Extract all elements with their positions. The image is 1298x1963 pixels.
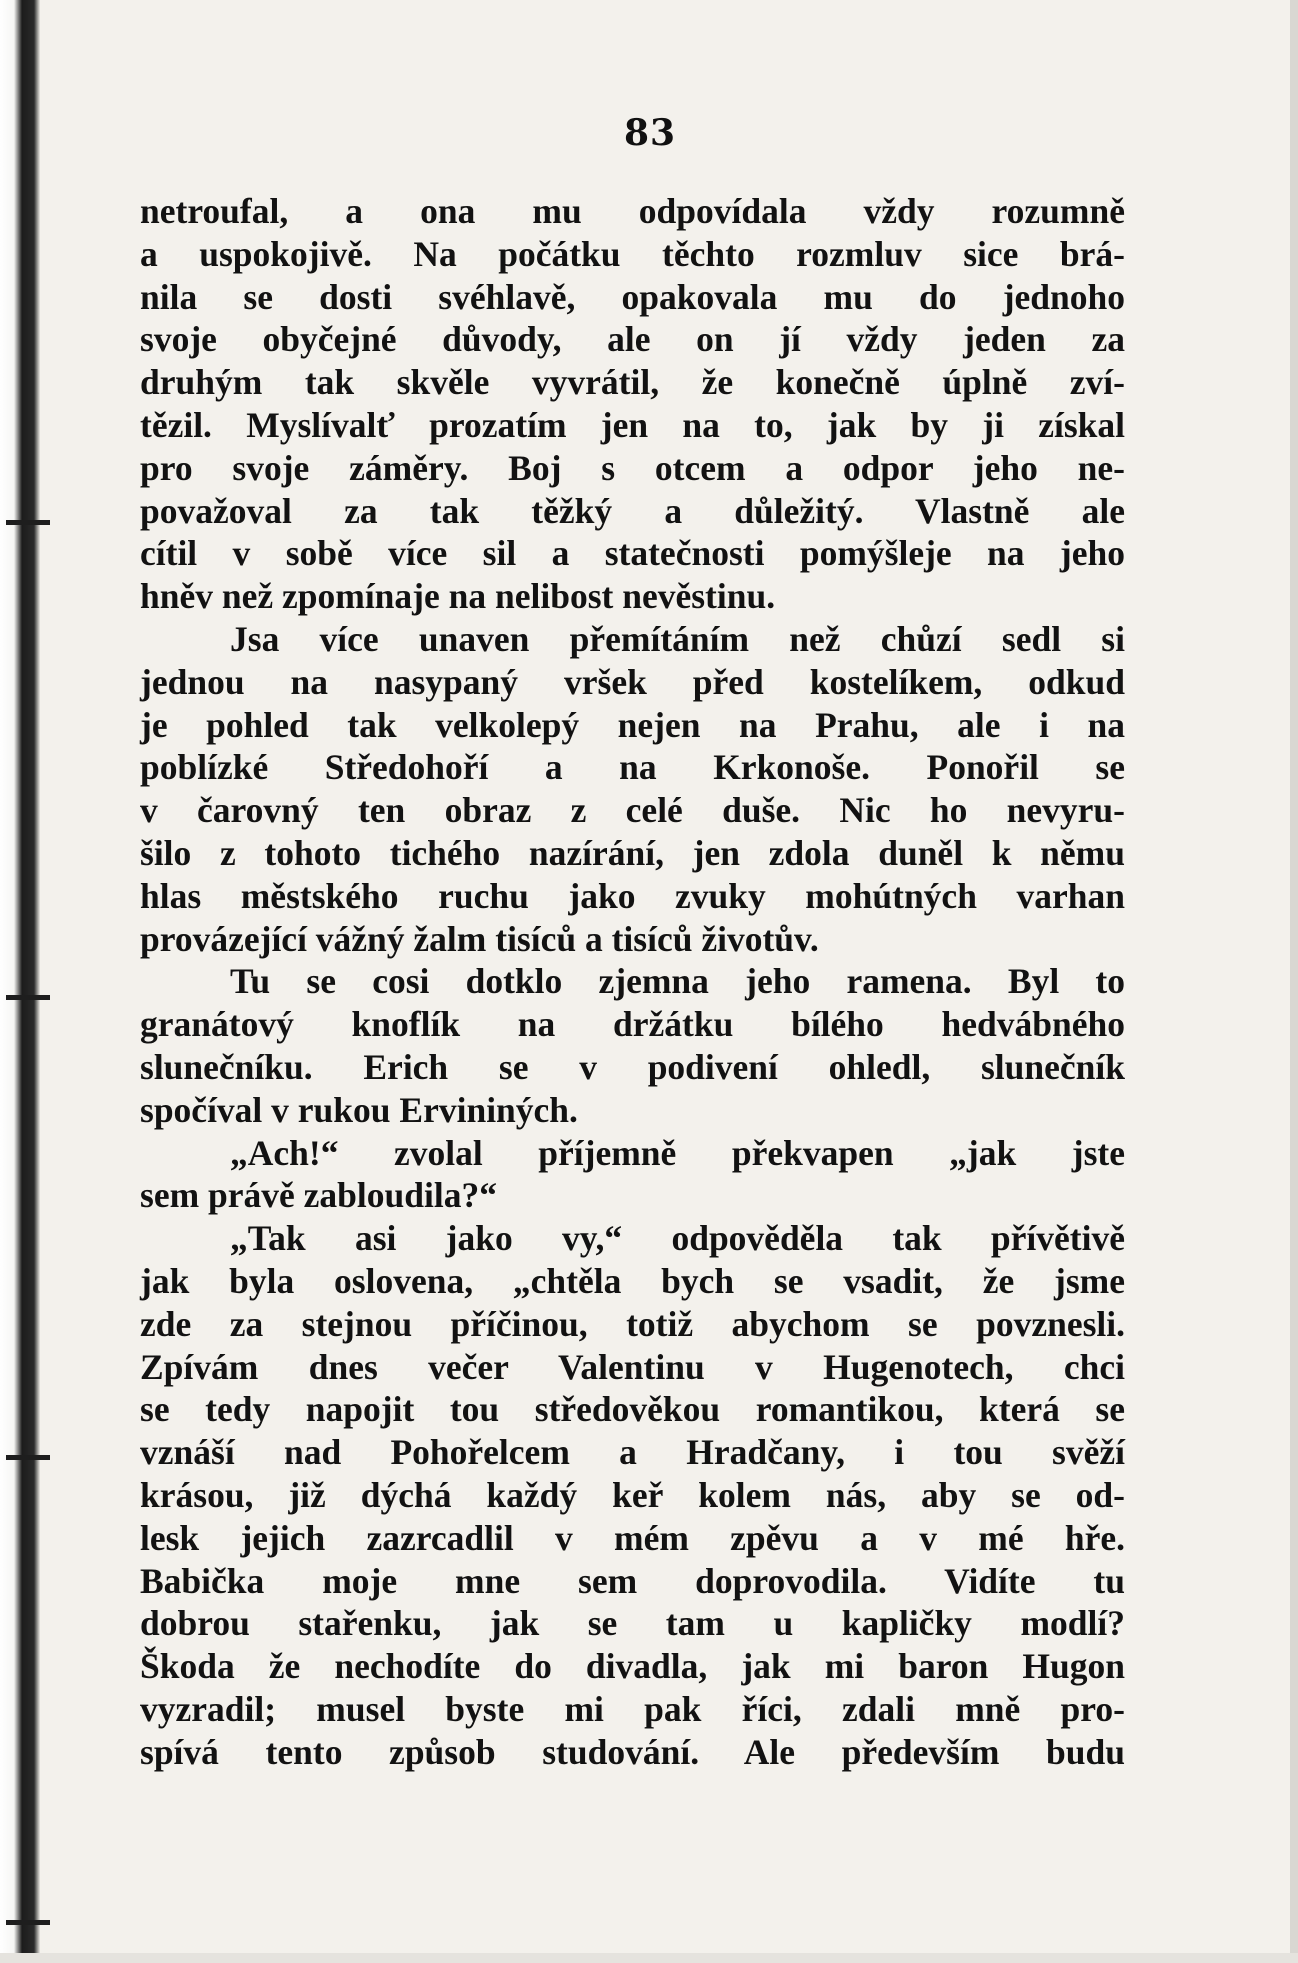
text-line: jak byla oslovena, „chtěla bych se vsadit, že jsme (140, 1260, 1125, 1301)
text-line: vznáší nad Pohořelcem a Hradčany, i tou svěží (140, 1432, 1125, 1473)
text-line: provázející vážný žalm tisíců a tisíců životův. (140, 918, 819, 959)
text-line: vyzradil; musel byste mi pak říci, zdali mně pro- (140, 1688, 1125, 1729)
margin-mark (6, 995, 50, 1000)
text-line: šilo z tohoto tichého nazírání, jen zdola duněl k němu (140, 832, 1125, 873)
text-line: v čarovný ten obraz z celé duše. Nic ho nevyru- (140, 790, 1125, 831)
text-line: spívá tento způsob studování. Ale především budu (140, 1731, 1125, 1772)
text-line: Jsa více unaven přemítáním než chůzí sedl si (230, 618, 1125, 659)
text-line: Babička moje mne sem doprovodila. Vidíte tu (140, 1560, 1125, 1601)
text-line: a uspokojivě. Na počátku těchto rozmluv sice brá- (140, 233, 1125, 274)
text-line: považoval za tak těžký a důležitý. Vlastně ale (140, 490, 1125, 531)
text-line: Zpívám dnes večer Valentinu v Hugenotech, chci (140, 1346, 1125, 1387)
text-line: zde za stejnou příčinou, totiž abychom se povznesli. (140, 1303, 1125, 1344)
text-line: „Ach!“ zvolal příjemně překvapen „jak jste (230, 1132, 1125, 1173)
text-line: se tedy napojit tou středověkou romantikou, která se (140, 1389, 1125, 1430)
text-line: hněv než zpomínaje na nelibost nevěstinu. (140, 576, 776, 617)
text-line: slunečníku. Erich se v podivení ohledl, slunečník (140, 1046, 1125, 1087)
book-spine-edge (0, 0, 40, 1963)
margin-mark (6, 520, 50, 525)
margin-mark (6, 1920, 50, 1925)
text-line: pro svoje záměry. Boj s otcem a odpor jeho ne- (140, 447, 1125, 488)
text-line: spočíval v rukou Ervininých. (140, 1089, 578, 1130)
text-line: nila se dosti svéhlavě, opakovala mu do jednoho (140, 276, 1125, 317)
text-line: druhým tak skvěle vyvrátil, že konečně úplně zví- (140, 362, 1125, 403)
text-line: „Tak asi jako vy,“ odpověděla tak přívětivě (230, 1218, 1125, 1259)
text-line: Škoda že nechodíte do divadla, jak mi baron Hugon (140, 1646, 1125, 1687)
text-line: lesk jejich zazrcadlil v mém zpěvu a v mé hře. (140, 1517, 1125, 1558)
text-line: sem právě zabloudila?“ (140, 1175, 497, 1216)
text-line: cítil v sobě více sil a statečnosti pomýšleje na jeho (140, 533, 1125, 574)
text-line: poblízké Středohoří a na Krkonoše. Ponořil se (140, 747, 1125, 788)
page-number: 83 (623, 112, 677, 154)
text-line: tězil. Myslívalť prozatím jen na to, jak by ji získal (140, 404, 1125, 445)
body-text (140, 190, 1125, 1773)
text-line: netroufal, a ona mu odpovídala vždy rozumně (140, 191, 1125, 231)
text-line: hlas městského ruchu jako zvuky mohútných varhan (140, 875, 1125, 916)
margin-mark (6, 1455, 50, 1460)
text-line: dobrou stařenku, jak se tam u kapličky modlí? (140, 1603, 1125, 1644)
text-line: je pohled tak velkolepý nejen na Prahu, ale i na (140, 704, 1125, 745)
page-right-edge (1290, 0, 1298, 1963)
page-bottom-edge (0, 1953, 1298, 1963)
text-line: jednou na nasypaný vršek před kostelíkem, odkud (140, 661, 1125, 702)
text-line: svoje obyčejné důvody, ale on jí vždy jeden za (140, 319, 1125, 360)
text-line: krásou, již dýchá každý keř kolem nás, aby se od- (140, 1474, 1125, 1515)
text-line: granátový knoflík na držátku bílého hedvábného (140, 1004, 1125, 1045)
text-line: Tu se cosi dotklo zjemna jeho ramena. Byl to (230, 961, 1125, 1002)
